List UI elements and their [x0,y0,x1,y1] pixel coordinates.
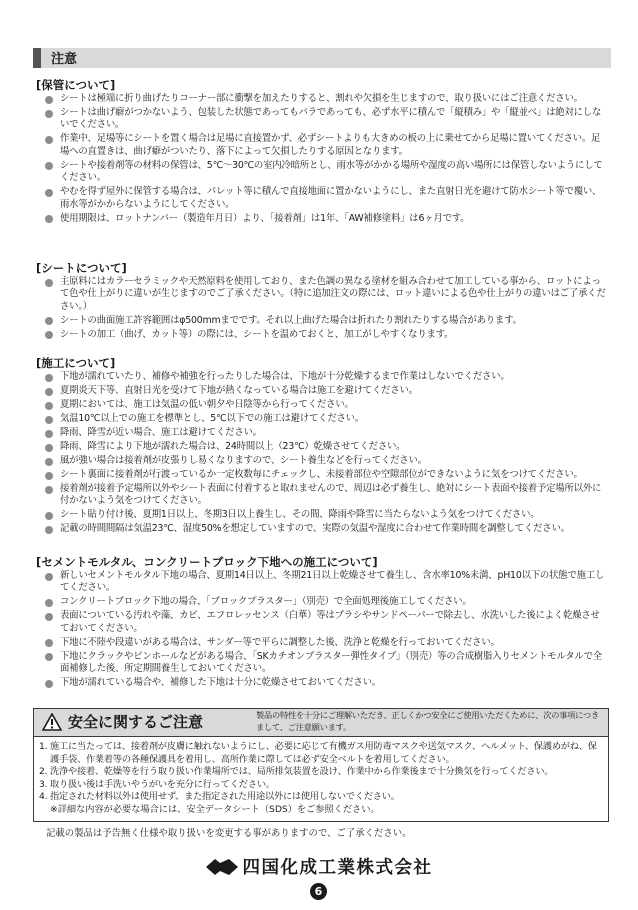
safety-title: 安全に関するご注意 [68,713,204,731]
sds-note: ※詳細な内容が必要な場合には、安全データシート（SDS）をご参照ください。 [50,803,380,815]
section-storage [33,77,608,227]
list-item: 使用期限は、ロットナンバー（製造年月日）より、「接着剤」は1年、「AW補修塗料」は6ヶ月です。 [33,213,608,225]
list-item: 下地が濡れていたり、補修や補強を行ったりした場合は、下地が十分乾燥するまで作業はしないでください。 [33,371,608,383]
safety-item [34,791,604,804]
company-name: 四国化成工業株式会社 [242,858,433,878]
list-item: シートや接着剤等の材料の保管は、5℃〜30℃の室内冷暗所とし、雨水等がかかる場所や湿度の高い場所には保管しないようにしてください。 [33,160,608,185]
safety-item [34,779,604,792]
page-number: 6 [310,883,327,900]
list-item: 下地が濡れている場合や、補修した下地は十分に乾燥させておいてください。 [33,677,608,689]
page-title-bar [33,48,611,68]
safety-item [34,766,604,779]
list-item: 表面についている汚れや藻、カビ、エフロレッセンス（白華）等はブラシやサンドペーパーで除去し、水洗いした後によく乾燥させておいてください。 [33,610,608,635]
list-item: 主原料にはカラーセラミックや天然原料を使用しており、また色調の異なる塗材を組み合わせて加工している事から、ロットによって色や仕上がりに違いが生じますのでご了承ください。（特に追加注文の際には、ロット違いによる色や仕上がりの違いはご了承ください。） [33,276,608,313]
section-heading: [施工について] [36,356,116,370]
section-heading: [シートについて] [36,261,127,275]
safety-item-number: 2. [39,766,48,778]
safety-header [34,709,608,737]
list-item: 降雨、降雪が近い場合、施工は避けてください。 [33,427,608,439]
list-item: シート裏面に接着剤が行渡っているか一定枚数毎にチェックし、未接着部位や空隙部位ができないように気をつけてください。 [33,469,608,481]
safety-item-text: 指定された材料以外は使用せず、また指定された用途以外には使用しないでください。 [50,791,400,803]
section-heading: [セメントモルタル、コンクリートブロック下地への施工について] [36,555,378,569]
list-item: 降雨、降雪により下地が濡れた場合は、24時間以上（23℃）乾燥させてください。 [33,441,608,453]
company-logo [0,854,638,880]
list-item: シートは極端に折り曲げたりコーナー部に衝撃を加えたりすると、割れや欠損を生じますので、取り扱いにはご注意ください。 [33,93,608,105]
list-item: シート貼り付け後、夏期1日以上、冬期3日以上養生し、その間、降雨や降雪に当たらないよう気をつけてください。 [33,509,608,521]
list-item: シートの加工（曲げ、カット等）の際には、シートを温めておくと、加工がしやすくなります。 [33,329,608,341]
list-item: 接着剤が接着予定場所以外やシート表面に付着すると取れませんので、周辺は必ず養生し、絶対にシート表面や接着予定場所以外に付かないよう気をつけてください。 [33,483,608,508]
safety-item-text: 施工に当たっては、接着剤が皮膚に触れないようにし、必要に応じて有機ガス用防毒マスクや送気マスク、ヘルメット、保護めがね、保護手袋、作業着等の各種保護具を着用し、高所作業に際しては必ず安全ベルトを着用してください。 [50,741,597,765]
section-cement-mortar [33,554,608,691]
safety-item-number: 1. [39,741,48,752]
section-construction [33,355,608,537]
safety-item-number: 3. [39,778,48,790]
section-heading: [保管について] [36,78,116,92]
list-item: 気温10℃以上での施工を標準とし、5℃以下での施工は避けてください。 [33,413,608,425]
safety-item-number: 4. [39,791,48,803]
list-item: 新しいセメントモルタル下地の場合、夏期14日以上、冬期21日以上乾燥させて養生し、含水率10%未満、pH10以下の状態で施工してください。 [33,570,608,595]
list-item: 下地にクラックやピンホールなどがある場合、「SKカチオンプラスター弾性タイプ」（別売）等の合成樹脂入りセメントモルタルで全面補修した後、所定期間養生しておいてください。 [33,651,608,676]
safety-item-text: 洗浄や接着、乾燥等を行う取り扱い作業場所では、局所排気装置を設け、作業中から作業後まで十分換気を行ってください。 [50,766,554,778]
list-item: シートの曲面施工許容範囲はφ500mmまでです。それ以上曲げた場合は折れたり割れたりする場合があります。 [33,315,608,327]
list-item: やむを得ず屋外に保管する場合は、パレット等に積んで直接地面に置かないようにし、また直射日光を避けて防水シート等で覆い、雨水等がかからないようにしてください。 [33,186,608,211]
safety-item [34,741,604,766]
safety-item-text: 取り扱い後は手洗いやうがいを充分に行ってください。 [50,778,275,790]
list-item: 夏期においては、施工は気温の低い朝夕や日陰等から行ってください。 [33,399,608,411]
list-item: 下地に不陸や段違いがある場合は、サンダー等で平らに調整した後、洗浄と乾燥を行っておいてください。 [33,637,608,649]
warning-icon [42,713,62,731]
page-title: 注意 [51,52,78,67]
list-item: 作業中、足場等にシートを置く場合は足場に直接置かず、必ずシートよりも大きめの板の上に乗せてから足場に置いてください。足場への直置きは、曲げ癖がついたり、落下によって欠損したりする原因となります。 [33,133,608,158]
list-item: コンクリートブロック下地の場合、「ブロックプラスター」（別売）で全面処理後施工してください。 [33,596,608,608]
safety-notice-box [33,708,609,822]
safety-intro-note: 製品の特性を十分にご理解いただき、正しくかつ安全にご使用いただくために、次の事項につきまして、ご注意願います。 [256,710,599,732]
list-item: 記載の時間間隔は気温23℃、湿度50%を想定していますので、実際の気温や湿度に合わせて作業時間を調整してください。 [33,523,608,535]
section-sheet [33,260,608,343]
list-item: シートは曲げ癖がつかないよう、包装した状態であってもバラであっても、必ず水平に積んで「縦積み」や「縦並べ」は絶対にしないでください。 [33,107,608,132]
list-item: 風が強い場合は接着剤が皮張りし易くなりますので、シート養生などを行ってください。 [33,455,608,467]
footer-note: 記載の製品は予告無く仕様や取り扱いを変更する事がありますので、ご了承ください。 [46,828,412,839]
company-mark-icon [206,859,238,875]
list-item: 夏期炎天下等、直射日光を受けて下地が熱くなっている場合は施工を避けてください。 [33,385,608,397]
